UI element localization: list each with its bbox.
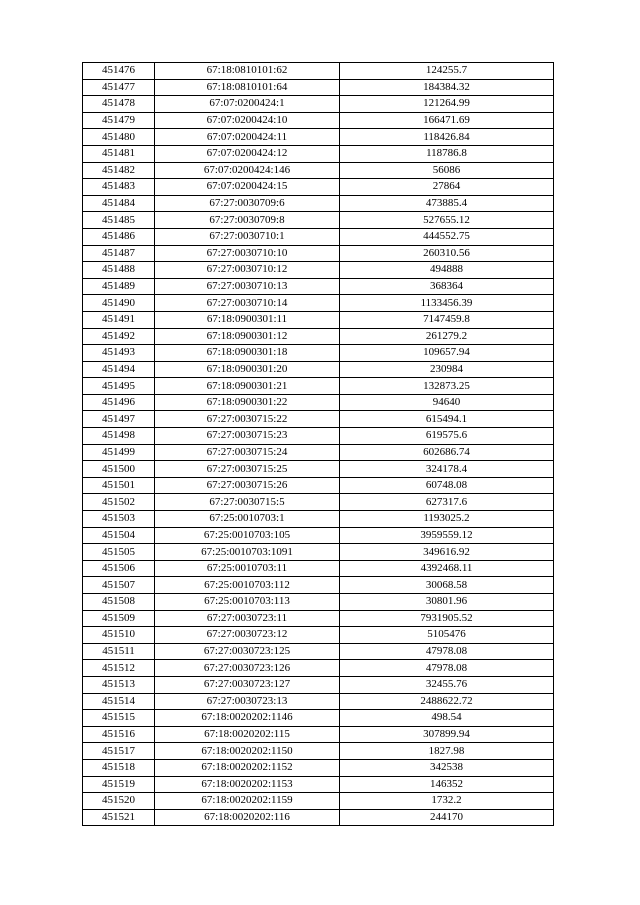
table-row	[83, 228, 554, 245]
value-cell: 230984	[340, 361, 554, 378]
row-number-cell: 451518	[83, 759, 155, 776]
value-cell: 342538	[340, 759, 554, 776]
value-cell: 261279.2	[340, 328, 554, 345]
value-cell: 619575.6	[340, 428, 554, 445]
table-row	[83, 511, 554, 528]
cadastral-number-cell: 67:27:0030715:25	[155, 461, 340, 478]
table-row	[83, 809, 554, 826]
value-cell: 47978.08	[340, 660, 554, 677]
row-number-cell: 451484	[83, 195, 155, 212]
value-cell: 109657.94	[340, 345, 554, 362]
table-row	[83, 461, 554, 478]
table-row	[83, 345, 554, 362]
table-row	[83, 660, 554, 677]
row-number-cell: 451495	[83, 378, 155, 395]
row-number-cell: 451493	[83, 345, 155, 362]
row-number-cell: 451491	[83, 311, 155, 328]
value-cell: 7931905.52	[340, 610, 554, 627]
value-cell: 627317.6	[340, 494, 554, 511]
cadastral-number-cell: 67:18:0020202:115	[155, 726, 340, 743]
row-number-cell: 451492	[83, 328, 155, 345]
value-cell: 47978.08	[340, 643, 554, 660]
value-cell: 166471.69	[340, 112, 554, 129]
table-row	[83, 676, 554, 693]
table-row	[83, 793, 554, 810]
row-number-cell: 451489	[83, 278, 155, 295]
table-row	[83, 726, 554, 743]
cadastral-number-cell: 67:25:0010703:1	[155, 511, 340, 528]
table-row	[83, 179, 554, 196]
cadastral-number-cell: 67:18:0900301:18	[155, 345, 340, 362]
table-row	[83, 112, 554, 129]
table-row	[83, 328, 554, 345]
row-number-cell: 451476	[83, 63, 155, 80]
value-cell: 30068.58	[340, 577, 554, 594]
cadastral-number-cell: 67:07:0200424:15	[155, 179, 340, 196]
row-number-cell: 451503	[83, 511, 155, 528]
value-cell: 2488622.72	[340, 693, 554, 710]
row-number-cell: 451513	[83, 676, 155, 693]
row-number-cell: 451500	[83, 461, 155, 478]
cadastral-number-cell: 67:07:0200424:11	[155, 129, 340, 146]
table-row	[83, 195, 554, 212]
data-table	[82, 62, 554, 826]
value-cell: 1193025.2	[340, 511, 554, 528]
row-number-cell: 451510	[83, 627, 155, 644]
row-number-cell: 451519	[83, 776, 155, 793]
value-cell: 260310.56	[340, 245, 554, 262]
table-row	[83, 743, 554, 760]
value-cell: 527655.12	[340, 212, 554, 229]
row-number-cell: 451477	[83, 79, 155, 96]
cadastral-number-cell: 67:27:0030723:11	[155, 610, 340, 627]
cadastral-number-cell: 67:27:0030715:26	[155, 477, 340, 494]
cadastral-number-cell: 67:27:0030715:5	[155, 494, 340, 511]
value-cell: 4392468.11	[340, 560, 554, 577]
value-cell: 27864	[340, 179, 554, 196]
value-cell: 184384.32	[340, 79, 554, 96]
row-number-cell: 451512	[83, 660, 155, 677]
table-row	[83, 295, 554, 312]
cadastral-number-cell: 67:18:0900301:12	[155, 328, 340, 345]
row-number-cell: 451487	[83, 245, 155, 262]
table-row	[83, 577, 554, 594]
row-number-cell: 451483	[83, 179, 155, 196]
cadastral-number-cell: 67:18:0020202:116	[155, 809, 340, 826]
cadastral-number-cell: 67:27:0030709:8	[155, 212, 340, 229]
cadastral-number-cell: 67:27:0030710:14	[155, 295, 340, 312]
row-number-cell: 451480	[83, 129, 155, 146]
value-cell: 3959559.12	[340, 527, 554, 544]
cadastral-number-cell: 67:18:0810101:62	[155, 63, 340, 80]
row-number-cell: 451482	[83, 162, 155, 179]
cadastral-number-cell: 67:18:0900301:11	[155, 311, 340, 328]
cadastral-number-cell: 67:27:0030715:22	[155, 411, 340, 428]
cadastral-number-cell: 67:25:0010703:112	[155, 577, 340, 594]
row-number-cell: 451516	[83, 726, 155, 743]
table-row	[83, 278, 554, 295]
cadastral-number-cell: 67:18:0020202:1159	[155, 793, 340, 810]
table-row	[83, 527, 554, 544]
cadastral-number-cell: 67:25:0010703:11	[155, 560, 340, 577]
row-number-cell: 451499	[83, 444, 155, 461]
table-row	[83, 428, 554, 445]
value-cell: 118426.84	[340, 129, 554, 146]
cadastral-number-cell: 67:27:0030710:13	[155, 278, 340, 295]
cadastral-number-cell: 67:18:0900301:20	[155, 361, 340, 378]
table-row	[83, 96, 554, 113]
table-row	[83, 594, 554, 611]
value-cell: 7147459.8	[340, 311, 554, 328]
value-cell: 132873.25	[340, 378, 554, 395]
value-cell: 1827.98	[340, 743, 554, 760]
value-cell: 324178.4	[340, 461, 554, 478]
row-number-cell: 451511	[83, 643, 155, 660]
table-row	[83, 162, 554, 179]
cadastral-number-cell: 67:18:0020202:1146	[155, 710, 340, 727]
cadastral-number-cell: 67:27:0030709:6	[155, 195, 340, 212]
cadastral-number-cell: 67:07:0200424:10	[155, 112, 340, 129]
table-row	[83, 477, 554, 494]
cadastral-number-cell: 67:07:0200424:12	[155, 145, 340, 162]
value-cell: 146352	[340, 776, 554, 793]
row-number-cell: 451507	[83, 577, 155, 594]
row-number-cell: 451501	[83, 477, 155, 494]
cadastral-number-cell: 67:27:0030723:125	[155, 643, 340, 660]
table-row	[83, 129, 554, 146]
row-number-cell: 451504	[83, 527, 155, 544]
table-row	[83, 494, 554, 511]
value-cell: 5105476	[340, 627, 554, 644]
row-number-cell: 451517	[83, 743, 155, 760]
table-row	[83, 378, 554, 395]
cadastral-number-cell: 67:27:0030723:127	[155, 676, 340, 693]
value-cell: 494888	[340, 262, 554, 279]
table-row	[83, 560, 554, 577]
cadastral-number-cell: 67:27:0030723:12	[155, 627, 340, 644]
value-cell: 1732.2	[340, 793, 554, 810]
table-row	[83, 444, 554, 461]
cadastral-number-cell: 67:25:0010703:113	[155, 594, 340, 611]
row-number-cell: 451521	[83, 809, 155, 826]
value-cell: 60748.08	[340, 477, 554, 494]
value-cell: 307899.94	[340, 726, 554, 743]
row-number-cell: 451502	[83, 494, 155, 511]
value-cell: 56086	[340, 162, 554, 179]
value-cell: 121264.99	[340, 96, 554, 113]
cadastral-number-cell: 67:27:0030723:126	[155, 660, 340, 677]
row-number-cell: 451488	[83, 262, 155, 279]
row-number-cell: 451520	[83, 793, 155, 810]
cadastral-number-cell: 67:07:0200424:1	[155, 96, 340, 113]
row-number-cell: 451485	[83, 212, 155, 229]
table-row	[83, 643, 554, 660]
value-cell: 118786.8	[340, 145, 554, 162]
table-row	[83, 212, 554, 229]
row-number-cell: 451508	[83, 594, 155, 611]
table-row	[83, 411, 554, 428]
table-row	[83, 710, 554, 727]
value-cell: 473885.4	[340, 195, 554, 212]
value-cell: 368364	[340, 278, 554, 295]
cadastral-number-cell: 67:18:0810101:64	[155, 79, 340, 96]
value-cell: 349616.92	[340, 544, 554, 561]
row-number-cell: 451514	[83, 693, 155, 710]
row-number-cell: 451481	[83, 145, 155, 162]
value-cell: 615494.1	[340, 411, 554, 428]
table-row	[83, 776, 554, 793]
cadastral-number-cell: 67:25:0010703:105	[155, 527, 340, 544]
row-number-cell: 451498	[83, 428, 155, 445]
table-row	[83, 311, 554, 328]
value-cell: 32455.76	[340, 676, 554, 693]
value-cell: 124255.7	[340, 63, 554, 80]
table-row	[83, 63, 554, 80]
table-body	[83, 63, 554, 826]
cadastral-number-cell: 67:18:0020202:1150	[155, 743, 340, 760]
value-cell: 602686.74	[340, 444, 554, 461]
value-cell: 444552.75	[340, 228, 554, 245]
table-row	[83, 693, 554, 710]
cadastral-number-cell: 67:27:0030710:12	[155, 262, 340, 279]
cadastral-number-cell: 67:27:0030710:10	[155, 245, 340, 262]
row-number-cell: 451505	[83, 544, 155, 561]
table-row	[83, 361, 554, 378]
row-number-cell: 451509	[83, 610, 155, 627]
value-cell: 244170	[340, 809, 554, 826]
table-row	[83, 262, 554, 279]
row-number-cell: 451506	[83, 560, 155, 577]
cadastral-number-cell: 67:27:0030715:24	[155, 444, 340, 461]
table-row	[83, 79, 554, 96]
row-number-cell: 451479	[83, 112, 155, 129]
value-cell: 498.54	[340, 710, 554, 727]
row-number-cell: 451494	[83, 361, 155, 378]
cadastral-number-cell: 67:18:0020202:1152	[155, 759, 340, 776]
row-number-cell: 451490	[83, 295, 155, 312]
cadastral-number-cell: 67:27:0030723:13	[155, 693, 340, 710]
value-cell: 30801.96	[340, 594, 554, 611]
row-number-cell: 451486	[83, 228, 155, 245]
table-row	[83, 145, 554, 162]
cadastral-number-cell: 67:07:0200424:146	[155, 162, 340, 179]
row-number-cell: 451497	[83, 411, 155, 428]
cadastral-number-cell: 67:18:0020202:1153	[155, 776, 340, 793]
value-cell: 1133456.39	[340, 295, 554, 312]
row-number-cell: 451478	[83, 96, 155, 113]
value-cell: 94640	[340, 394, 554, 411]
row-number-cell: 451515	[83, 710, 155, 727]
cadastral-number-cell: 67:25:0010703:1091	[155, 544, 340, 561]
table-row	[83, 610, 554, 627]
table-row	[83, 544, 554, 561]
cadastral-number-cell: 67:18:0900301:22	[155, 394, 340, 411]
cadastral-number-cell: 67:27:0030710:1	[155, 228, 340, 245]
table-row	[83, 245, 554, 262]
table-row	[83, 394, 554, 411]
table-row	[83, 627, 554, 644]
cadastral-number-cell: 67:27:0030715:23	[155, 428, 340, 445]
row-number-cell: 451496	[83, 394, 155, 411]
cadastral-number-cell: 67:18:0900301:21	[155, 378, 340, 395]
table-row	[83, 759, 554, 776]
